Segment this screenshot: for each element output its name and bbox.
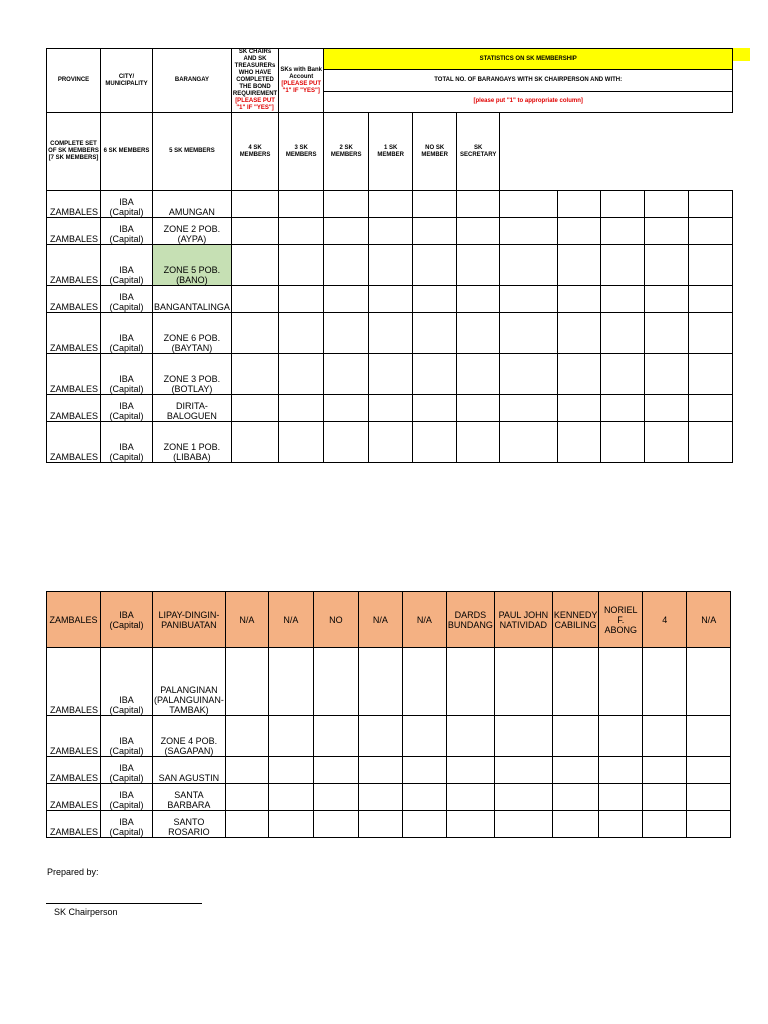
bond-requirement-label: SK CHAIRs AND SK TREASURERs WHO HAVE COMPLETED THE BOND REQUIREMENT [232, 49, 278, 97]
empty-cell [369, 191, 413, 218]
empty-cell [457, 218, 500, 245]
province-cell: ZAMBALES [47, 313, 101, 354]
header-complete-set: COMPLETE SET OF SK MEMBERS [7 SK MEMBERS] [47, 113, 101, 191]
empty-cell [689, 313, 733, 354]
empty-cell [457, 313, 500, 354]
value-cell: KENNEDY CABILING [552, 592, 598, 648]
empty-cell [689, 422, 733, 463]
header-no-member: NO SK MEMBER [413, 113, 457, 191]
table-row [47, 286, 733, 313]
empty-cell [552, 648, 598, 716]
province-cell: ZAMBALES [47, 648, 101, 716]
empty-cell [358, 757, 402, 784]
province-cell: ZAMBALES [47, 784, 101, 811]
value-cell: N/A [225, 592, 268, 648]
empty-cell [599, 784, 643, 811]
empty-cell [279, 395, 324, 422]
empty-cell [457, 245, 500, 286]
header-3-members: 3 SK MEMBERS [279, 113, 324, 191]
empty-cell [687, 716, 731, 757]
empty-cell [643, 784, 687, 811]
sk-membership-table-continued [46, 591, 731, 838]
city-cell: IBA (Capital) [101, 716, 153, 757]
empty-cell [369, 422, 413, 463]
header-2-members: 2 SK MEMBERS [324, 113, 369, 191]
table-row [47, 395, 733, 422]
bond-requirement-note: [PLEASE PUT "1" IF "YES"] [235, 98, 275, 111]
empty-cell [279, 422, 324, 463]
empty-cell [689, 218, 733, 245]
empty-cell [446, 784, 494, 811]
empty-cell [645, 354, 689, 395]
city-cell: IBA (Capital) [101, 286, 153, 313]
empty-cell [225, 648, 268, 716]
empty-cell [457, 286, 500, 313]
empty-cell [645, 245, 689, 286]
empty-cell [231, 422, 278, 463]
header-1-member: 1 SK MEMBER [369, 113, 413, 191]
empty-cell [601, 313, 645, 354]
empty-cell [358, 648, 402, 716]
empty-cell [500, 286, 558, 313]
empty-cell [225, 811, 268, 838]
empty-cell [601, 191, 645, 218]
empty-cell [231, 354, 278, 395]
empty-cell [268, 811, 313, 838]
empty-cell [446, 648, 494, 716]
empty-cell [599, 648, 643, 716]
stats-note: [please put "1" to appropriate column] [324, 91, 733, 112]
empty-cell [413, 286, 457, 313]
header-province: PROVINCE [47, 49, 101, 113]
empty-cell [552, 716, 598, 757]
header-4-members: 4 SK MEMBERS [231, 113, 278, 191]
empty-cell [313, 757, 358, 784]
city-cell: IBA (Capital) [101, 245, 153, 286]
city-cell: IBA (Capital) [101, 757, 153, 784]
empty-cell [225, 716, 268, 757]
empty-cell [601, 218, 645, 245]
empty-cell [643, 757, 687, 784]
city-cell: IBA (Capital) [101, 648, 153, 716]
empty-cell [402, 757, 446, 784]
empty-cell [324, 354, 369, 395]
city-cell: IBA (Capital) [101, 218, 153, 245]
empty-cell [413, 354, 457, 395]
table-row [47, 354, 733, 395]
province-cell: ZAMBALES [47, 422, 101, 463]
bank-account-label: SKs with Bank Account [280, 66, 323, 80]
empty-cell [313, 811, 358, 838]
signature-line [46, 903, 202, 904]
empty-cell [313, 784, 358, 811]
empty-cell [268, 648, 313, 716]
empty-cell [231, 218, 278, 245]
province-cell: ZAMBALES [47, 286, 101, 313]
empty-cell [645, 313, 689, 354]
stats-subtitle: TOTAL NO. OF BARANGAYS WITH SK CHAIRPERSON AND WITH: [324, 70, 733, 91]
barangay-cell: ZONE 6 POB. (BAYTAN) [153, 313, 232, 354]
empty-cell [558, 395, 601, 422]
empty-cell [494, 716, 552, 757]
empty-cell [279, 286, 324, 313]
value-cell: NO [313, 592, 358, 648]
empty-cell [324, 422, 369, 463]
empty-cell [231, 313, 278, 354]
empty-cell [558, 286, 601, 313]
empty-cell [268, 716, 313, 757]
empty-cell [225, 784, 268, 811]
barangay-cell: ZONE 1 POB. (LIBABA) [153, 422, 232, 463]
province-cell: ZAMBALES [47, 191, 101, 218]
province-cell: ZAMBALES [47, 218, 101, 245]
empty-cell [552, 757, 598, 784]
empty-cell [446, 757, 494, 784]
empty-cell [599, 716, 643, 757]
empty-cell [313, 648, 358, 716]
empty-cell [402, 716, 446, 757]
header-city: CITY/ MUNICIPALITY [101, 49, 153, 113]
province-cell: ZAMBALES [47, 811, 101, 838]
empty-cell [457, 422, 500, 463]
empty-cell [687, 757, 731, 784]
empty-cell [457, 191, 500, 218]
empty-cell [279, 218, 324, 245]
empty-cell [601, 354, 645, 395]
empty-cell [413, 218, 457, 245]
city-cell: IBA (Capital) [101, 811, 153, 838]
empty-cell [558, 245, 601, 286]
empty-cell [643, 648, 687, 716]
empty-cell [645, 286, 689, 313]
table-row [47, 422, 733, 463]
city-cell: IBA (Capital) [101, 784, 153, 811]
empty-cell [358, 811, 402, 838]
empty-cell [645, 218, 689, 245]
empty-cell [558, 218, 601, 245]
empty-cell [324, 245, 369, 286]
barangay-cell: AMUNGAN [153, 191, 232, 218]
empty-cell [558, 354, 601, 395]
empty-cell [645, 395, 689, 422]
empty-cell [324, 313, 369, 354]
table-row [47, 245, 733, 286]
value-cell: PAUL JOHN NATIVIDAD [494, 592, 552, 648]
empty-cell [369, 313, 413, 354]
province-cell: ZAMBALES [47, 245, 101, 286]
table-row [47, 716, 731, 757]
empty-cell [369, 245, 413, 286]
city-cell: IBA (Capital) [101, 422, 153, 463]
empty-cell [369, 286, 413, 313]
value-cell: N/A [268, 592, 313, 648]
empty-cell [689, 354, 733, 395]
empty-cell [369, 354, 413, 395]
empty-cell [402, 811, 446, 838]
empty-cell [324, 191, 369, 218]
empty-cell [599, 757, 643, 784]
empty-cell [558, 191, 601, 218]
empty-cell [413, 313, 457, 354]
empty-cell [369, 395, 413, 422]
value-cell: N/A [402, 592, 446, 648]
empty-cell [231, 191, 278, 218]
highlighted-row [47, 592, 731, 648]
barangay-cell: SANTO ROSARIO [153, 811, 226, 838]
empty-cell [601, 286, 645, 313]
value-cell: N/A [358, 592, 402, 648]
table-row [47, 648, 731, 716]
empty-cell [413, 422, 457, 463]
table-row [47, 784, 731, 811]
empty-cell [413, 245, 457, 286]
table-row [47, 191, 733, 218]
province-cell: ZAMBALES [47, 592, 101, 648]
empty-cell [369, 218, 413, 245]
empty-cell [358, 716, 402, 757]
barangay-cell: BANGANTALINGA [153, 286, 232, 313]
empty-cell [279, 354, 324, 395]
barangay-cell: PALANGINAN (PALANGUINAN-TAMBAK) [153, 648, 226, 716]
empty-cell [601, 422, 645, 463]
empty-cell [500, 422, 558, 463]
barangay-cell: SAN AGUSTIN [153, 757, 226, 784]
empty-cell [268, 784, 313, 811]
city-cell: IBA (Capital) [101, 354, 153, 395]
empty-cell [687, 811, 731, 838]
bank-account-note: [PLEASE PUT "1" IF "YES"] [281, 80, 322, 94]
header-bank-account [279, 49, 324, 113]
barangay-cell: SANTA BARBARA [153, 784, 226, 811]
barangay-cell: ZONE 4 POB. (SAGAPAN) [153, 716, 226, 757]
table-row [47, 313, 733, 354]
empty-cell [643, 716, 687, 757]
empty-cell [402, 784, 446, 811]
empty-cell [601, 245, 645, 286]
empty-cell [645, 422, 689, 463]
empty-cell [413, 191, 457, 218]
barangay-cell-highlighted: ZONE 5 POB. (BANO) [153, 245, 232, 286]
empty-cell [358, 784, 402, 811]
barangay-cell: DIRITA-BALOGUEN [153, 395, 232, 422]
city-cell: IBA (Capital) [101, 313, 153, 354]
empty-cell [324, 286, 369, 313]
empty-cell [457, 354, 500, 395]
value-cell: NORIEL F. ABONG [599, 592, 643, 648]
city-cell: IBA (Capital) [101, 395, 153, 422]
province-cell: ZAMBALES [47, 757, 101, 784]
empty-cell [599, 811, 643, 838]
province-cell: ZAMBALES [47, 354, 101, 395]
empty-cell [500, 395, 558, 422]
empty-cell [643, 811, 687, 838]
header-6-members: 6 SK MEMBERS [101, 113, 153, 191]
province-cell: ZAMBALES [47, 716, 101, 757]
empty-cell [413, 395, 457, 422]
empty-cell [689, 286, 733, 313]
empty-cell [313, 716, 358, 757]
empty-cell [645, 191, 689, 218]
empty-cell [494, 757, 552, 784]
table-row [47, 218, 733, 245]
header-barangay: BARANGAY [153, 49, 232, 113]
empty-cell [279, 313, 324, 354]
barangay-cell: ZONE 2 POB. (AYPA) [153, 218, 232, 245]
table-row [47, 811, 731, 838]
empty-cell [687, 648, 731, 716]
empty-cell [457, 395, 500, 422]
empty-cell [231, 245, 278, 286]
empty-cell [687, 784, 731, 811]
empty-cell [494, 648, 552, 716]
empty-cell [500, 313, 558, 354]
empty-cell [558, 313, 601, 354]
empty-cell [225, 757, 268, 784]
sk-membership-table [46, 48, 733, 463]
value-cell: 4 [643, 592, 687, 648]
empty-cell [446, 811, 494, 838]
empty-cell [500, 245, 558, 286]
empty-cell [689, 245, 733, 286]
empty-cell [279, 191, 324, 218]
empty-cell [231, 286, 278, 313]
province-cell: ZAMBALES [47, 395, 101, 422]
empty-cell [601, 395, 645, 422]
signatory-role: SK Chairperson [54, 907, 118, 917]
empty-cell [552, 811, 598, 838]
barangay-cell: LIPAY-DINGIN-PANIBUATAN [153, 592, 226, 648]
header-5-members: 5 SK MEMBERS [153, 113, 232, 191]
empty-cell [446, 716, 494, 757]
city-cell: IBA (Capital) [101, 592, 153, 648]
empty-cell [500, 354, 558, 395]
empty-cell [324, 218, 369, 245]
empty-cell [324, 395, 369, 422]
empty-cell [402, 648, 446, 716]
value-cell: DARDS BUNDANG [446, 592, 494, 648]
header-bond-requirement [231, 49, 278, 113]
barangay-cell: ZONE 3 POB. (BOTLAY) [153, 354, 232, 395]
empty-cell [689, 395, 733, 422]
empty-cell [268, 757, 313, 784]
empty-cell [279, 245, 324, 286]
empty-cell [500, 191, 558, 218]
empty-cell [500, 218, 558, 245]
empty-cell [494, 784, 552, 811]
empty-cell [552, 784, 598, 811]
city-cell: IBA (Capital) [101, 191, 153, 218]
value-cell: N/A [687, 592, 731, 648]
empty-cell [558, 422, 601, 463]
empty-cell [689, 191, 733, 218]
empty-cell [231, 395, 278, 422]
prepared-by-label: Prepared by: [47, 867, 99, 877]
stats-title: STATISTICS ON SK MEMBERSHIP [324, 49, 733, 70]
header-sk-secretary: SK SECRETARY [457, 113, 500, 191]
table-row [47, 757, 731, 784]
empty-cell [494, 811, 552, 838]
